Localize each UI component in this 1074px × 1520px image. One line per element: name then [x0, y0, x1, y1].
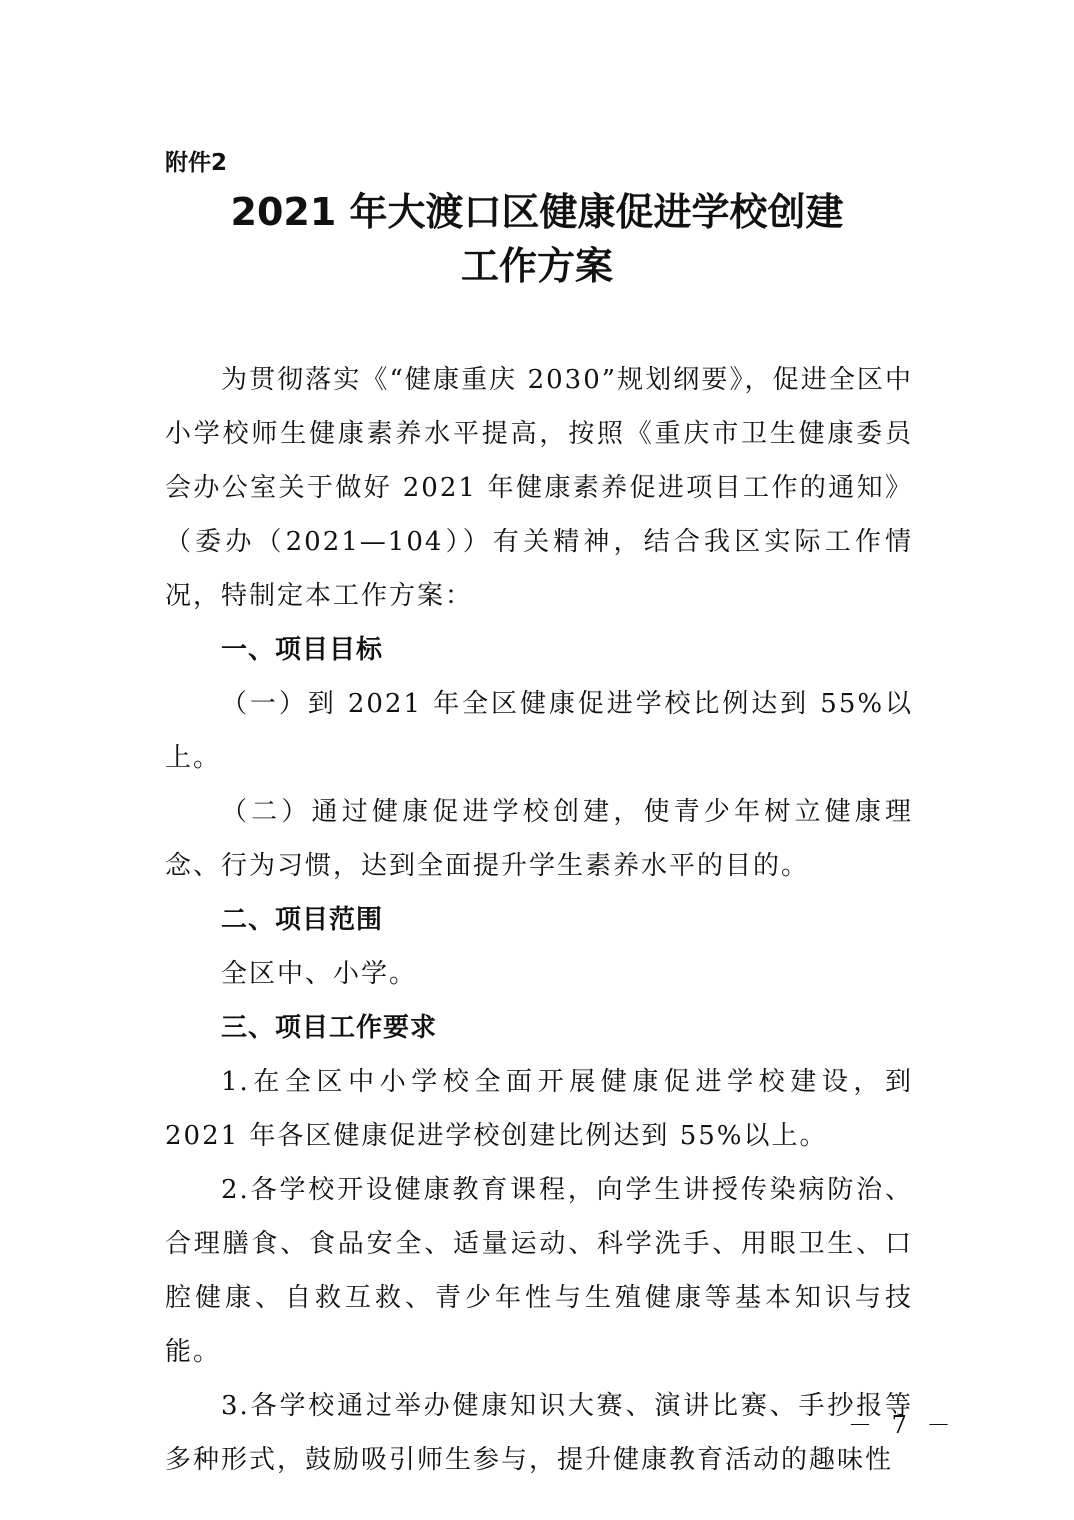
scope-item-1: 全区中、小学。 [221, 959, 418, 989]
requirement-item-1: 1.在全区中小学校全面开展健康促进学校建设，到 2021 年各区健康促进学校创建比例达到 55%以上。 [165, 1067, 913, 1151]
requirement-item-3: 3.各学校通过举办健康知识大赛、演讲比赛、手抄报等多种形式，鼓励吸引师生参与，提升健康教育活动的趣味性 [165, 1391, 913, 1475]
section-heading-goals: 一、项目目标 [221, 635, 384, 665]
document-title-line-1: 2021 年大渡口区健康促进学校创建 [230, 190, 844, 234]
section-heading-requirements: 三、项目工作要求 [221, 1013, 438, 1043]
goal-item-2: （二）通过健康促进学校创建，使青少年树立健康理念、行为习惯，达到全面提升学生素养水平的目的。 [165, 797, 913, 881]
document-body [165, 353, 913, 1487]
goal-item-1: （一）到 2021 年全区健康促进学校比例达到 55%以上。 [165, 689, 913, 773]
page-number: － 7 － [848, 1411, 957, 1439]
section-heading-scope: 二、项目范围 [221, 905, 384, 935]
intro-paragraph: 为贯彻落实《“健康重庆 2030”规划纲要》，促进全区中小学校师生健康素养水平提高，按照《重庆市卫生健康委员会办公室关于做好 2021 年健康素养促进项目工作的通知》（委办（2021—104））有关精神，结合我区实际工作情况，特制定本工作方案： [165, 365, 913, 611]
attachment-label: 附件2 [165, 150, 228, 176]
requirement-item-2: 2.各学校开设健康教育课程，向学生讲授传染病防治、合理膳食、食品安全、适量运动、科学洗手、用眼卫生、口腔健康、自救互救、青少年性与生殖健康等基本知识与技能。 [165, 1175, 913, 1367]
document-title-line-2: 工作方案 [460, 244, 613, 288]
